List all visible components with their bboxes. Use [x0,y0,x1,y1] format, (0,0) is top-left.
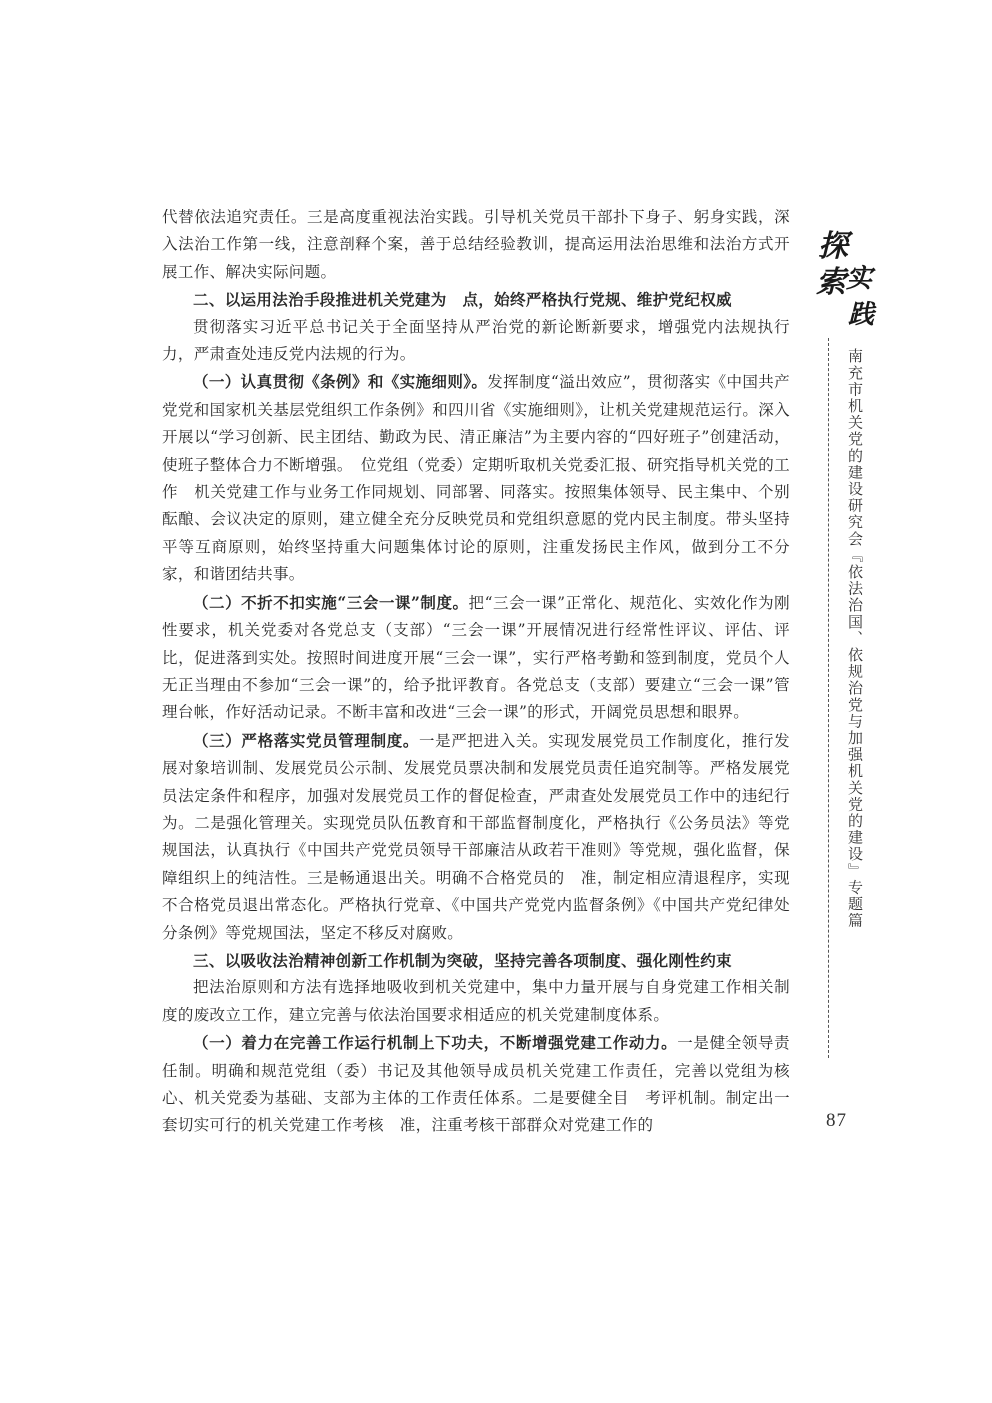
paragraph-text: 代替依法追究责任。三是高度重视法治实践。引导机关党员干部扑下身子、躬身实践，深入法治工作第一线，注意剖释个案，善于总结经验教训，提高运用法治思维和法治方式开展工作、解决实际问题。 [162,208,790,281]
page-body [162,204,790,1140]
paragraph-8 [162,974,790,1029]
sidebar-title-char: 践 [848,300,875,330]
sidebar-title-char: 索 [816,265,846,300]
paragraph-5 [162,589,790,727]
sidebar [812,228,882,1128]
paragraph-text: 把法治原则和方法有选择地吸收到机关党建中，集中力量开展与自身党建工作相关制度的废改立工作，建立完善与依法治国要求相适应的机关党建制度体系。 [162,978,790,1024]
page-number: 87 [826,1110,847,1131]
sidebar-dashed-divider [828,338,829,1058]
paragraph-9 [162,1029,790,1140]
paragraph-4 [162,368,790,588]
subsection-lead: （一）认真贯彻《条例》和《实施细则》。 [193,372,488,392]
subsection-lead: （三）严格落实党员管理制度。 [193,730,419,750]
sidebar-title [816,228,882,338]
sidebar-series-title: 南充市机关党的建设研究会『依法治国、依规治党与加强机关党的建设』专题篇 [846,348,864,929]
paragraph-text: 一是健全领导责任制。明确和规范党组（委）书记及其他领导成员机关党建工作责任，完善以党组为核心、机关党委为基础、支部为主体的工作责任体系。二是要健全目 考评机制。制定出一套切实可行的机关党建工作考核 准，注重考核干部群众对党建工作的 [162,1034,790,1135]
paragraph-text: 贯彻落实习近平总书记关于全面坚持从严治党的新论断新要求，增强党内法规执行力，严肃查处违反党内法规的行为。 [162,317,790,364]
sidebar-title-char: 探 [818,229,848,264]
subsection-lead: （二）不折不扣实施“三会一课”制度。 [193,592,469,612]
paragraph-text: 把“三会一课”正常化、规范化、实效化作为刚性要求，机关党委对各党总支（支部）“三会一课”开展情况进行经常性评议、评估、评比，促进落到实处。按照时间进度开展“三会一课”，实行严格考勤和签到制度，党员个人无正当理由不参加“三会一课”的，给予批评教育。各党总支（支部）要建立“三会一课”管理台帐，作好活动记录。不断丰富和改进“三会一课”的形式，开阔党员思想和眼界。 [162,593,790,722]
subsection-lead: （一）着力在完善工作运行机制上下功夫，不断增强党建工作动力。 [193,1033,678,1053]
sidebar-title-char: 实 [846,264,873,294]
section-heading-3: 三、以吸收法治精神创新工作机制为突破，坚持完善各项制度、强化刚性约束 [193,950,732,970]
paragraph-6 [162,727,790,947]
section-heading-2: 二、以运用法治手段推进机关党建为 点，始终严格执行党规、维护党纪权威 [193,290,732,310]
paragraph-1 [162,204,790,286]
paragraph-text: 一是严把进入关。实现发展党员工作制度化，推行发展对象培训制、发展党员公示制、发展党员票决制和发展党员责任追究制等。严格发展党员法定条件和程序，加强对发展党员工作的督促检查，严肃查处发展党员工作中的违纪行为。二是强化管理关。实现党员队伍教育和干部监督制度化，严格执行《公务员法》等党规国法，认真执行《中国共产党党员领导干部廉洁从政若干准则》等党规，强化监督，保障组织上的纯洁性。三是畅通退出关。明确不合格党员的 准，制定相应清退程序，实现不合格党员退出常态化。严格执行党章、《中国共产党党内监督条例》《中国共产党纪律处分条例》等党规国法，坚定不移反对腐败。 [162,731,790,942]
paragraph-text: 发挥制度“溢出效应”，贯彻落实《中国共产党党和国家机关基层党组织工作条例》和四川省《实施细则》，让机关党建规范运行。深入开展以“学习创新、民主团结、勤政为民、清正廉洁”为主要内容的“四好班子”创建活动，使班子整体合力不断增强。 位党组（党委）定期听取机关党委汇报、研究指导机关党的工作 机关党建工作与业务工作同规划、同部署、同落实。按照集体领导、民主集中、个别酝酿、会议决定的原则，建立健全充分反映党员和党组织意愿的党内民主制度。带头坚持平等互商原则，始终坚持重大问题集体讨论的原则，注重发扬民主作风，做到分工不分家，和谐团结共事。 [162,373,790,584]
paragraph-3 [162,314,790,369]
